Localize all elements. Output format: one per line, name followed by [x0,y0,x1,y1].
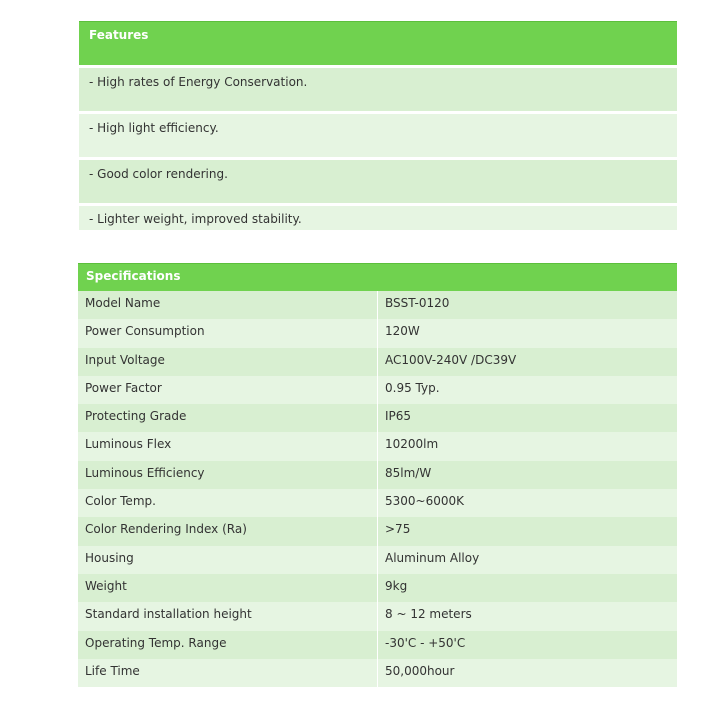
spec-value: 10200lm [385,437,439,452]
spec-value: IP65 [385,409,412,424]
spec-value: 85lm/W [385,465,432,480]
spec-label: Color Temp. [78,489,378,517]
spec-value: BSST-0120 [385,296,450,310]
table-row [78,602,677,630]
spec-label: Color Rendering Index (Ra) [78,517,378,545]
spec-label: Luminous Flex [78,432,378,460]
spec-label: Operating Temp. Range [78,631,378,659]
spec-label: Power Factor [78,376,378,404]
table-row [78,659,677,687]
spec-value: Aluminum Alloy [385,550,480,565]
spec-value: 120W [385,324,420,339]
feature-item: - Lighter weight, improved stability. [79,206,677,230]
spec-label: Protecting Grade [78,404,378,432]
spec-value: >75 [385,522,411,537]
spec-value: -30'C - +50'C [385,635,466,650]
feature-item: - High light efficiency. [79,114,677,157]
features-table [79,21,677,230]
table-row [78,631,677,659]
spec-label: Model Name [78,291,378,319]
table-row [78,376,677,404]
spec-label: Standard installation height [78,602,378,630]
spec-value: AC100V-240V /DC39V [385,352,517,367]
spec-label: Input Voltage [78,348,378,376]
spec-label: Power Consumption [78,319,378,347]
table-row [78,404,677,432]
spec-value: 8 ~ 12 meters [385,607,472,622]
table-row [78,348,677,376]
spec-value: 9kg [385,578,408,593]
spec-label: Housing [78,546,378,574]
table-row [78,291,677,319]
spec-value: 0.95 Typ. [385,380,440,395]
spec-label: Luminous Efficiency [78,461,378,489]
table-row [78,319,677,347]
spec-value: 50,000hour [385,663,455,678]
spec-label: Weight [78,574,378,602]
table-row [78,546,677,574]
table-row [78,517,677,545]
table-row [78,461,677,489]
specifications-header: Specifications [78,263,677,291]
table-row [78,574,677,602]
spec-value: 5300~6000K [385,494,465,509]
features-header: Features [79,21,677,65]
spec-label: Life Time [78,659,378,687]
specifications-table [78,263,677,687]
table-row [78,489,677,517]
feature-item: - High rates of Energy Conservation. [79,68,677,111]
feature-item: - Good color rendering. [79,160,677,203]
table-row [78,432,677,460]
